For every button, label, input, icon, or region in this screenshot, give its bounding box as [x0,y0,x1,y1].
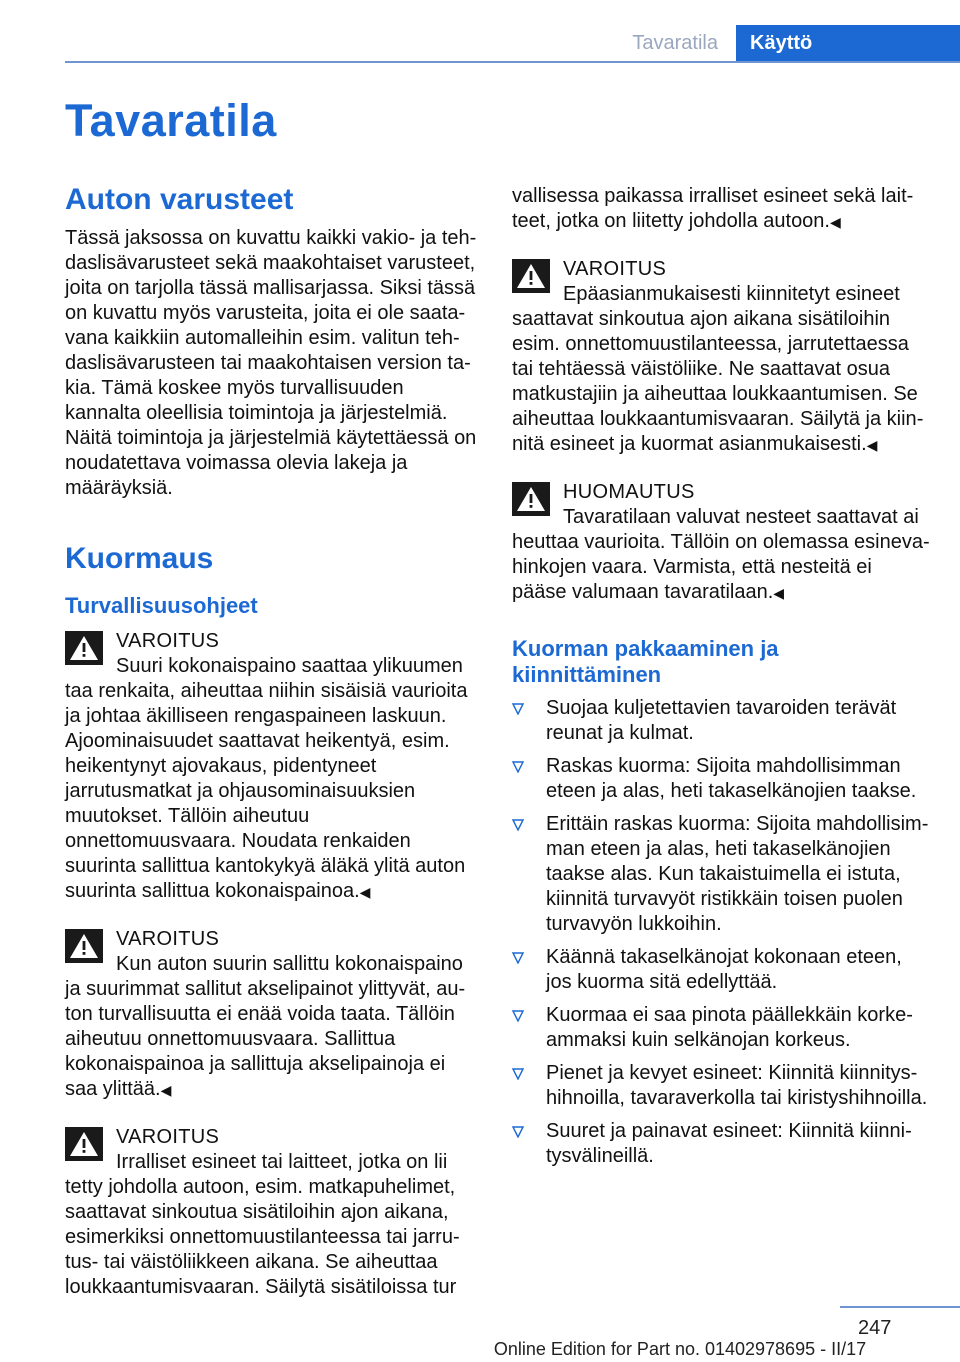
notice-text: heuttaa vaurioita. Tällöin on olemassa esinevahinkojen vaara. Varmista, että nesteitä ei pääse valumaan tavaratilaan.◀ [512,531,930,603]
heading-loading: Kuormaus [65,542,214,575]
end-mark: ◀ [359,884,371,900]
warning-block [65,927,480,1103]
warning-block [512,257,930,458]
list-item: Suuret ja painavat esineet: Kiinnitä kiinnitysvälineillä. [512,1119,930,1169]
warning-triangle-icon [512,482,550,516]
warning-block [65,1125,480,1301]
header-rule [65,61,960,63]
heading-safety: Turvallisuusohjeet [65,593,258,618]
warning-text: saattavat sinkoutua ajon aikana sisätiloihin esim. onnettomuustilanteessa, jarrutettaessa tai tehtäessä väistöliike. Ne saattavat osua matkustajiin ja aiheuttaa loukkaantumisen. Se aiheuttaa loukkaantumisvaaran. Säilytä ja kiinnitä esineet ja kuormat asianmukaisesti.◀ [512,308,924,455]
notice-block [512,480,930,606]
header-chapter-tab[interactable]: Käyttö [736,25,960,62]
warning-triangle-icon [65,1127,103,1161]
warning-triangle-icon [65,929,103,963]
list-item: Suojaa kuljetettavien tavaroiden terävät reunat ja kulmat. [512,696,930,746]
warning-title: VAROITUS [116,1126,220,1148]
packing-list [512,696,930,1169]
warning-text: tetty johdolla autoon, esim. matkapuhelimet, saattavat sinkoutua sisätiloihin ajon aikana, esimerkiksi onnettomuustilanteessa tai jarrutus- tai väistöliikkeen aikana. Se aiheuttaa loukkaantumisvaaran. Säilytä sisätiloissa tur [65,1176,460,1298]
warning-block [65,629,480,905]
bullet-triangle-icon [512,1068,524,1080]
list-item: Raskas kuorma: Sijoita mahdollisimman eteen ja alas, heti takaselkänojien taakse. [512,754,930,804]
bullet-triangle-icon [512,1126,524,1138]
end-mark: ◀ [160,1082,172,1098]
warning-title: VAROITUS [116,630,220,652]
page-title: Tavaratila [65,95,277,146]
continuation-text: vallisessa paikassa irralliset esineet sekä laitteet, jotka on liitetty johdolla autoon.◀ [512,185,914,232]
end-mark: ◀ [866,437,878,453]
warning-first-line: Suuri kokonaispaino saattaa ylikuumen [116,655,463,677]
equipment-paragraph: Tässä jaksossa on kuvattu kaikki vakio- ja tehdaslisävarusteet sekä maakohtaiset varusteet, joita on tarjolla tässä mallisarjassa. Siksi tässä on kuvattu myös varusteita, joita ei ole saatavana kaikkiin automalleihin esim. valitun tehdaslisävarusteen tai maakohtaisen version takia. Tämä koskee myös turvallisuuden kannalta oleellisia toimintoja ja järjestelmiä. Näitä toimintoja ja järjestelmiä käytettäessä on noudatettava voimassa olevia lakeja ja määräyksiä. [65,227,477,499]
warning-first-line: Epäasianmukaisesti kiinnitetyt esineet [563,283,900,305]
list-item: Käännä takaselkänojat kokonaan eteen, jos kuorma sitä edellyttää. [512,945,930,995]
warning-first-line: Kun auton suurin sallittu kokonaispaino [116,953,463,975]
edition-note: Online Edition for Part no. 01402978695 - II/17 [493,1339,867,1359]
bullet-triangle-icon [512,703,524,715]
heading-packing: Kuorman pakkaaminen ja kiinnittäminen [512,636,779,687]
list-item: Pienet ja kevyet esineet: Kiinnitä kiinnityshihnoilla, tavaraverkolla tai kiristyshihnoilla. [512,1061,930,1111]
bullet-triangle-icon [512,952,524,964]
warning-title: VAROITUS [563,258,667,280]
header-nav [597,25,960,62]
bullet-triangle-icon [512,1010,524,1022]
left-column [65,182,480,1301]
warning-title: VAROITUS [116,928,220,950]
footer-rule [840,1306,960,1308]
end-mark: ◀ [773,585,785,601]
bullet-triangle-icon [512,761,524,773]
warning-text: ja suurimmat sallitut akselipainot ylittyvät, auton turvallisuutta ei enää voida taata. Tällöin aiheutuu onnettomuusvaara. Sallittua kokonaispainoa ja sallittuja akselipainoja ei saa ylittää.◀ [65,978,466,1100]
notice-title: HUOMAUTUS [563,481,695,503]
heading-equipment: Auton varusteet [65,183,294,216]
warning-triangle-icon [65,631,103,665]
list-item: Erittäin raskas kuorma: Sijoita mahdollisimman eteen ja alas, heti takaselkänojien taakse alas. Kun takaistuimella ei istuta, kiinnitä turvavyöt ristikkäin toisen puolen turvavyön lukkoihin. [512,812,930,937]
right-column [512,184,930,1177]
warning-triangle-icon [512,259,550,293]
warning-text: taa renkaita, aiheuttaa niihin sisäisiä vaurioita ja johtaa äkilliseen rengaspaineen laskuun. Ajoominaisuudet saattavat heikentyä, esim. heikentynyt ajovakaus, pidentyneet jarrutusmatkat ja ohjausominaisuuksien muutokset. Tällöin aiheutuu onnettomuusvaara. Noudata renkaiden suurinta sallittua kantokykyä äläkä ylitä auton suurinta sallittua kokonaispainoa.◀ [65,680,468,902]
page-number: 247 [858,1317,892,1339]
bullet-triangle-icon [512,819,524,831]
header-section-tab[interactable]: Tavaratila [632,32,718,54]
end-mark: ◀ [830,214,841,230]
warning-first-line: Irralliset esineet tai laitteet, jotka on lii [116,1151,448,1173]
notice-first-line: Tavaratilaan valuvat nesteet saattavat ai [563,506,919,528]
list-item: Kuormaa ei saa pinota päällekkäin korkeammaksi kuin selkänojan korkeus. [512,1003,930,1053]
